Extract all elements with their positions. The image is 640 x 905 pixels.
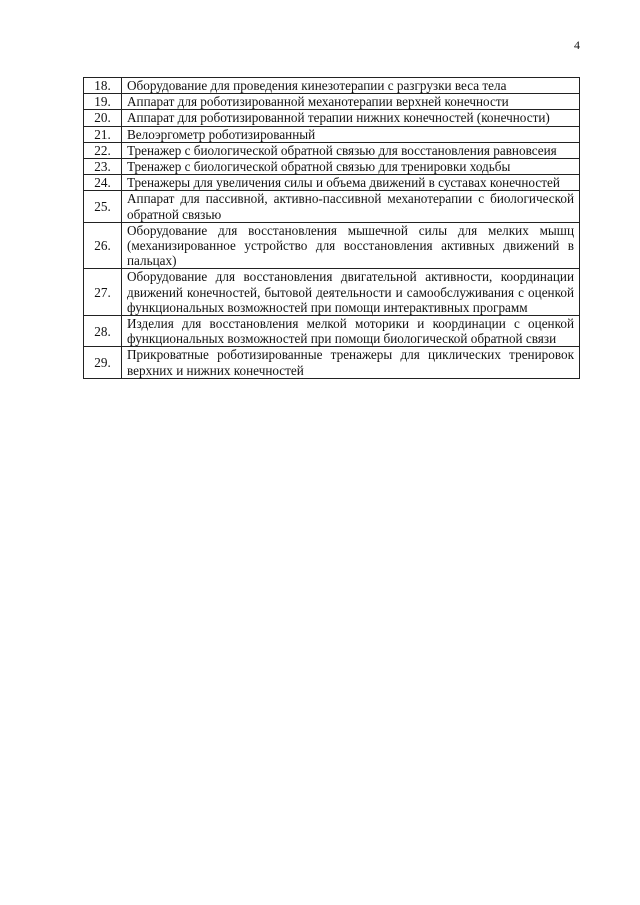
row-text: Тренажер с биологической обратной связью для восстановления равновсеия [122, 142, 580, 158]
row-number: 23. [84, 159, 122, 175]
table-row [84, 142, 580, 158]
row-number: 21. [84, 126, 122, 142]
table-row [84, 110, 580, 126]
row-number: 22. [84, 142, 122, 158]
row-number: 20. [84, 110, 122, 126]
row-text: Аппарат для роботизированной механотерапии верхней конечности [122, 94, 580, 110]
row-number: 27. [84, 269, 122, 316]
row-text: Изделия для восстановления мелкой моторики и координации с оценкой функциональных возможностей при помощи биологической обратной связи [122, 316, 580, 347]
row-text: Тренажеры для увеличения силы и объема движений в суставах конечностей [122, 175, 580, 191]
table-row [84, 175, 580, 191]
table-row [84, 347, 580, 378]
table-row [84, 126, 580, 142]
row-number: 19. [84, 94, 122, 110]
table-row [84, 78, 580, 94]
row-number: 26. [84, 222, 122, 269]
row-text: Тренажер с биологической обратной связью для тренировки ходьбы [122, 159, 580, 175]
row-text: Оборудование для проведения кинезотерапии с разгрузки веса тела [122, 78, 580, 94]
page-number: 4 [574, 38, 580, 52]
equipment-table [83, 77, 580, 379]
row-text: Прикроватные роботизированные тренажеры для циклических тренировок верхних и нижних конечностей [122, 347, 580, 378]
row-text: Велоэргометр роботизированный [122, 126, 580, 142]
row-text: Аппарат для пассивной, активно-пассивной механотерапии с биологической обратной связью [122, 191, 580, 222]
table-row [84, 191, 580, 222]
row-text: Оборудование для восстановления мышечной силы для мелких мышц (механизированное устройство для восстановления активных движений в пальцах) [122, 222, 580, 269]
table-row [84, 222, 580, 269]
table-row [84, 269, 580, 316]
table-row [84, 94, 580, 110]
row-number: 29. [84, 347, 122, 378]
row-text: Аппарат для роботизированной терапии нижних конечностей (конечности) [122, 110, 580, 126]
row-number: 24. [84, 175, 122, 191]
row-number: 25. [84, 191, 122, 222]
table-row [84, 316, 580, 347]
table-row [84, 159, 580, 175]
row-number: 18. [84, 78, 122, 94]
row-text: Оборудование для восстановления двигательной активности, координации движений конечностей, бытовой деятельности и самообслуживания с оценкой функциональных возможностей при помощи интерактивных программ [122, 269, 580, 316]
row-number: 28. [84, 316, 122, 347]
